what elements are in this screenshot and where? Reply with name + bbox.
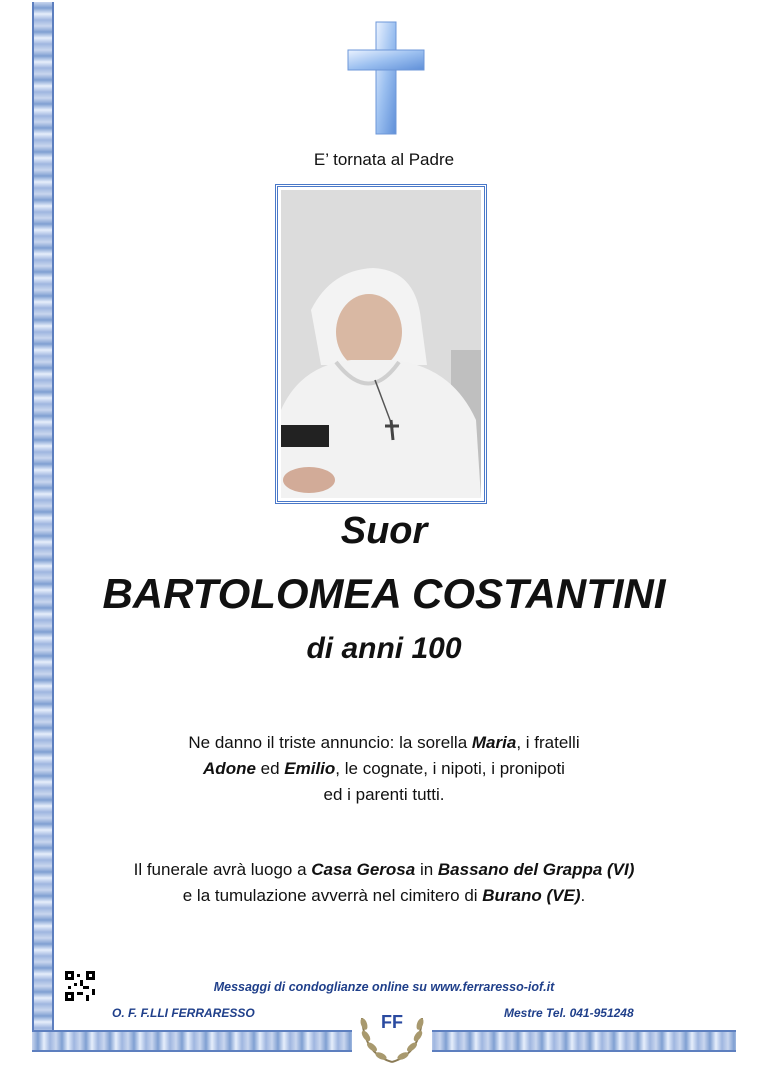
name-maria: Maria [471, 733, 517, 752]
title-prefix: Suor [340, 510, 428, 552]
announcement-text: ed [255, 759, 285, 778]
name-adone: Adone [203, 759, 256, 778]
place-casa-gerosa: Casa Gerosa [311, 860, 416, 879]
company-name: O. F. F.LLI FERRARESSO [112, 1006, 255, 1020]
condolence-message-link[interactable]: Messaggi di condoglianze online su www.ferraresso-iof.it [213, 980, 555, 994]
announcement-text: , le cognate, i nipoti, i pronipoti [335, 759, 565, 778]
funeral-text: e la tumulazione avverrà nel cimitero di [182, 886, 483, 905]
cross-icon [346, 20, 426, 138]
announcement-paragraph [0, 730, 768, 808]
place-bassano: Bassano del Grappa (VI) [437, 860, 635, 879]
funeral-paragraph [0, 857, 768, 909]
announcement-line-2 [0, 756, 768, 782]
funeral-text: . [580, 886, 586, 905]
deceased-age: di anni 100 [306, 632, 462, 665]
funeral-line-2 [0, 883, 768, 909]
announcement-line-1 [0, 730, 768, 756]
company-contact: Mestre Tel. 041-951248 [504, 1006, 634, 1020]
name-emilio: Emilio [284, 759, 336, 778]
funeral-line-1 [0, 857, 768, 883]
funeral-text: in [415, 860, 438, 879]
place-burano: Burano (VE) [482, 886, 581, 905]
announcement-text: Ne danno il triste annuncio: la sorella [188, 733, 472, 752]
intro-text: E’ tornata al Padre [313, 150, 455, 169]
announcement-text: , i fratelli [516, 733, 580, 752]
logo-text: FF [381, 1012, 403, 1032]
portrait-frame [275, 184, 487, 504]
laurel-logo-icon [352, 996, 432, 1068]
funeral-text: Il funerale avrà luogo a [133, 860, 312, 879]
deceased-name: BARTOLOMEA COSTANTINI [102, 570, 666, 617]
announcement-line-3: ed i parenti tutti. [323, 785, 445, 804]
portrait-photo [281, 190, 481, 498]
